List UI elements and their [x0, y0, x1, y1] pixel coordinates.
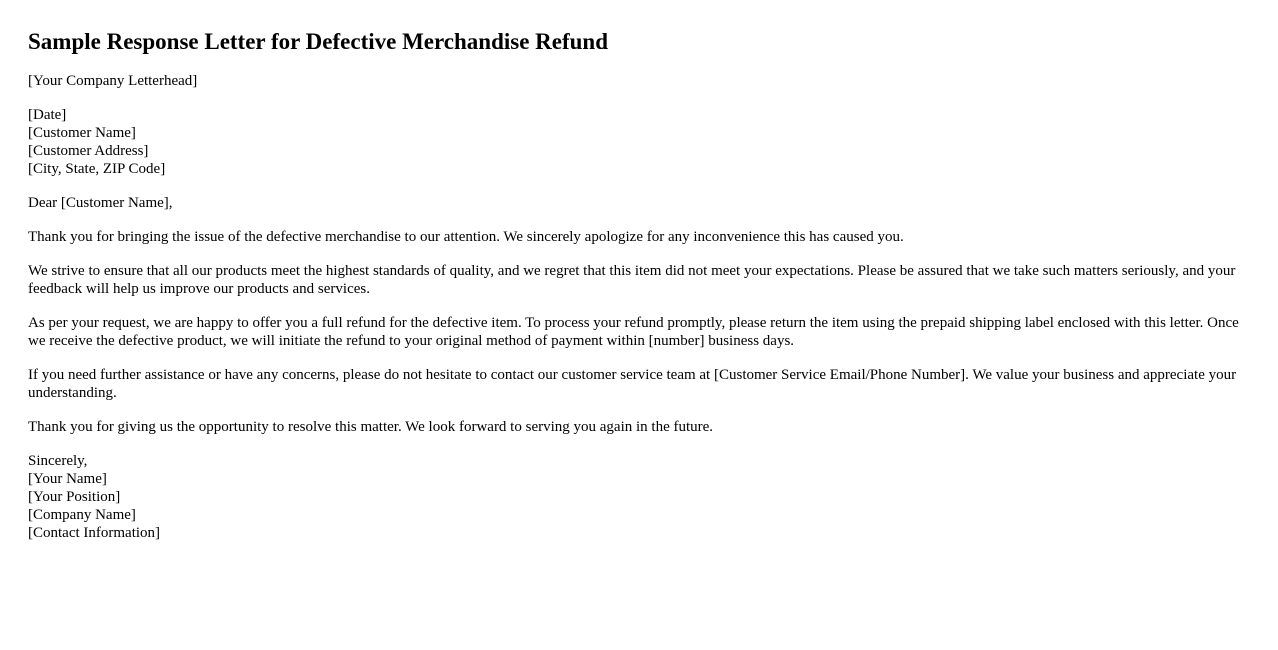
company-name-line: [Company Name] — [28, 507, 136, 523]
address-block — [28, 106, 1250, 178]
customer-address-line: [Customer Address] — [28, 143, 149, 159]
body-paragraph-refund: As per your request, we are happy to offer you a full refund for the defective item. To process your refund promptly, please return the item using the prepaid shipping label enclosed with this letter. Once we receive the defective product, we will initiate the refund to your original method of payment within [number] business days. — [28, 315, 1239, 349]
date-line: [Date] — [28, 107, 67, 123]
closing-block — [28, 452, 1250, 542]
letterhead-placeholder: [Your Company Letterhead] — [28, 73, 198, 89]
body-paragraph-thanks: Thank you for giving us the opportunity to resolve this matter. We look forward to serving you again in the future. — [28, 419, 714, 435]
body-paragraph-quality: We strive to ensure that all our products meet the highest standards of quality, and we regret that this item did not meet your expectations. Please be assured that we take such matters seriously, and your feedback will help us improve our products and services. — [28, 263, 1236, 297]
body-paragraph-assistance: If you need further assistance or have any concerns, please do not hesitate to contact our customer service team at [Customer Service Email/Phone Number]. We value your business and appreciate your understanding. — [28, 367, 1237, 401]
customer-name-line: [Customer Name] — [28, 125, 136, 141]
letter-title: Sample Response Letter for Defective Merchandise Refund — [28, 29, 609, 54]
letter-document — [28, 28, 1250, 558]
signer-position-line: [Your Position] — [28, 489, 121, 505]
body-paragraph-apology: Thank you for bringing the issue of the defective merchandise to our attention. We sincerely apologize for any inconvenience this has caused you. — [28, 229, 904, 245]
contact-information-line: [Contact Information] — [28, 525, 161, 541]
salutation: Dear [Customer Name], — [28, 195, 173, 211]
city-state-zip-line: [City, State, ZIP Code] — [28, 161, 166, 177]
closing-line: Sincerely, — [28, 453, 88, 469]
signer-name-line: [Your Name] — [28, 471, 107, 487]
